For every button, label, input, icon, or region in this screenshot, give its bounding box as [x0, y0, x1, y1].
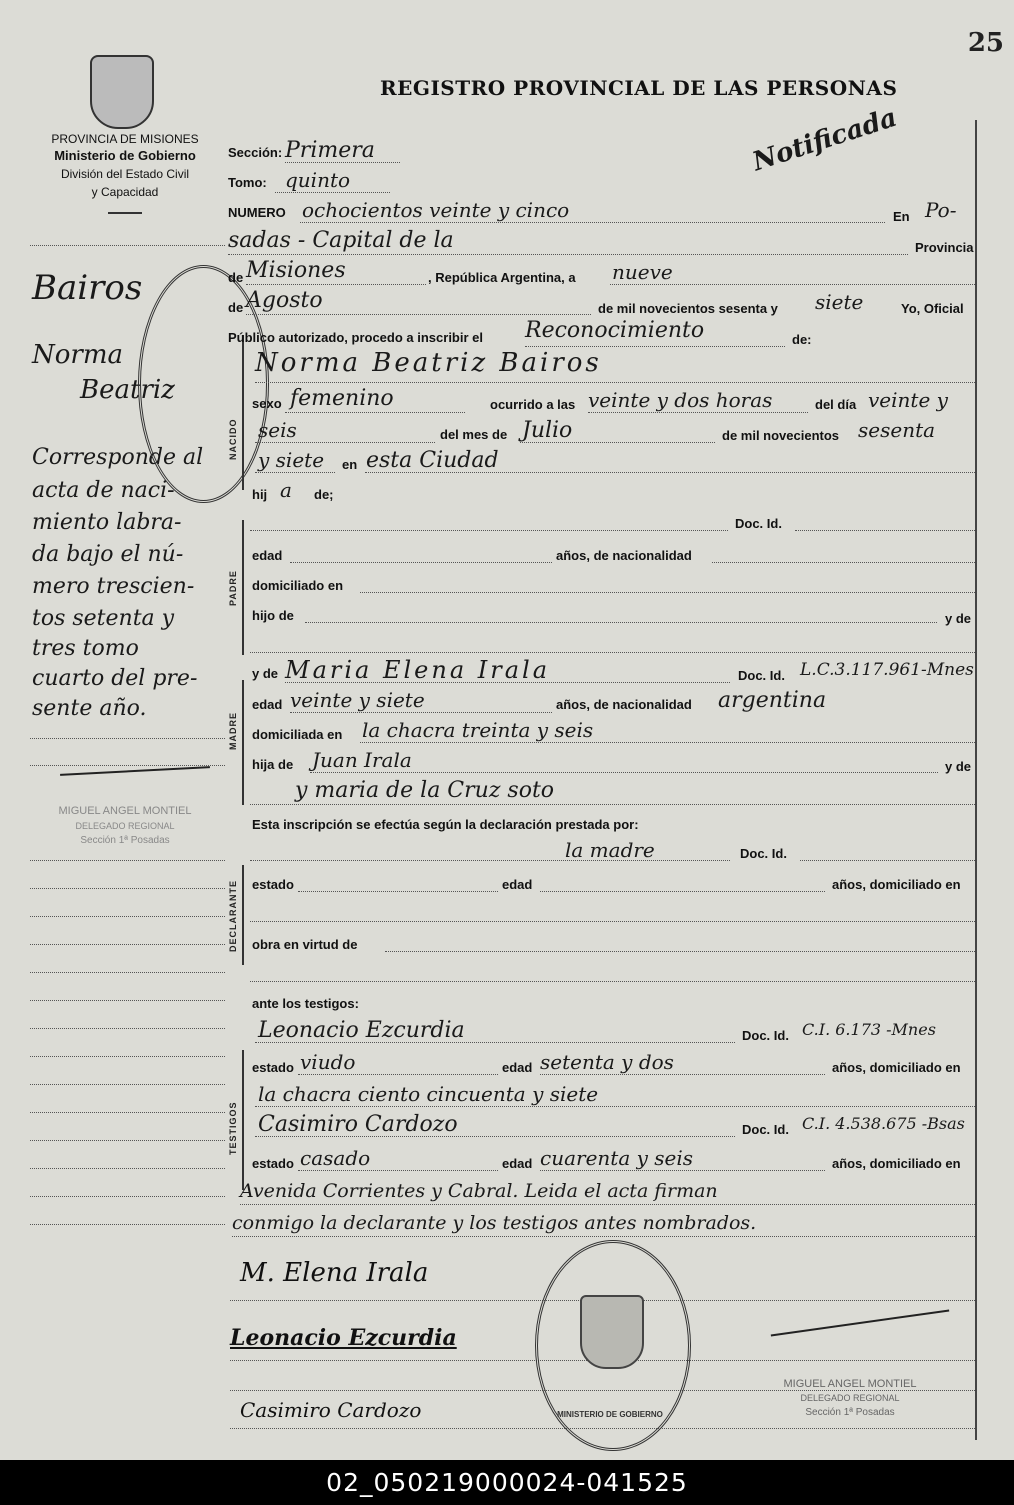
document-title: REGISTRO PROVINCIAL DE LAS PERSONAS: [380, 76, 898, 100]
tomo-value: quinto: [285, 168, 351, 192]
padre-docid-label: Doc. Id.: [735, 516, 782, 531]
testigo2-nombre: Casimiro Cardozo: [258, 1112, 458, 1137]
obra-label: obra en virtud de: [252, 937, 358, 952]
en-label: En: [893, 209, 910, 224]
signature-madre: M. Elena Irala: [240, 1258, 429, 1288]
provincia-label: Provincia: [915, 240, 974, 255]
margin-note-line: cuarto del pre-: [32, 666, 198, 691]
seccion-value: Primera: [285, 138, 375, 163]
signature-testigo1: Leonacio Ezcurdia: [230, 1325, 457, 1351]
sexo-value: femenino: [290, 386, 394, 411]
declarante-docid-label: Doc. Id.: [740, 846, 787, 861]
seccion-label: Sección:: [228, 145, 283, 160]
header-line-2: Ministerio de Gobierno: [54, 148, 196, 163]
numero-label: NUMERO: [228, 205, 286, 220]
madre-docid-label: Doc. Id.: [738, 668, 785, 683]
coat-of-arms-icon: [90, 55, 154, 129]
margin-note-line: mero trescien-: [32, 574, 195, 599]
closing-text: conmigo la declarante y los testigos antes nombrados.: [232, 1212, 757, 1234]
padre-hijode-label: hijo de: [252, 608, 294, 623]
place-part-b: sadas - Capital de la: [228, 228, 454, 253]
margin-name-2: Beatriz: [80, 375, 175, 405]
madre-yde-label: y de: [252, 666, 279, 681]
margin-note-line: sente año.: [32, 696, 147, 721]
testigo1-edad-label: edad: [502, 1060, 533, 1075]
madre-nac: argentina: [718, 688, 827, 713]
dia-nac-a: veinte y: [868, 388, 948, 412]
anio-value: siete: [815, 290, 864, 314]
de-label: de: [228, 270, 244, 285]
delmes-label: del mes de: [440, 427, 508, 442]
anio-nac-b: y siete: [258, 448, 325, 472]
margin-note-line: miento labra-: [32, 510, 182, 535]
deldia-label: del día: [815, 397, 857, 412]
madre-dom-label: domiciliada en: [252, 727, 343, 742]
hij-label: hij: [252, 487, 268, 502]
de4-label: de;: [314, 487, 334, 502]
madre-madre: y maria de la Cruz soto: [295, 778, 555, 803]
declarante-value: la madre: [565, 838, 655, 862]
left-stamp-line-2: DELEGADO REGIONAL: [75, 821, 175, 831]
page-number: 25: [967, 28, 1004, 58]
provincia-value: Misiones: [246, 258, 346, 283]
testigo2-estado: casado: [300, 1146, 371, 1170]
section-tab-madre: MADRE: [228, 712, 238, 750]
declaracion-label: Esta inscripción se efectúa según la declaración prestada por:: [252, 817, 639, 832]
lugar-nac-value: esta Ciudad: [366, 448, 499, 473]
hora-value: veinte y dos horas: [588, 388, 773, 412]
footer-id: 02_050219000024-041525: [0, 1460, 1014, 1505]
testigo2-dom: Avenida Corrientes y Cabral. Leida el acta firman: [240, 1180, 718, 1202]
right-stamp-line-3: Sección 1ª Posadas: [805, 1407, 895, 1418]
left-stamp-line-3: Sección 1ª Posadas: [80, 835, 170, 846]
seal-crest-icon: [580, 1295, 644, 1369]
right-stamp-line-1: MIGUEL ANGEL MONTIEL: [783, 1378, 917, 1390]
sexo-label: sexo: [252, 396, 282, 411]
left-stamp-line-1: MIGUEL ANGEL MONTIEL: [58, 805, 192, 817]
madre-yde-label-2: y de: [945, 759, 972, 774]
madre-edad-label: edad: [252, 697, 283, 712]
anio-nac-a: sesenta: [858, 418, 936, 442]
declarante-estado-label: estado: [252, 877, 294, 892]
signature-testigo2: Casimiro Cardozo: [240, 1398, 422, 1422]
margin-note-line: tres tomo: [32, 636, 139, 661]
padre-nac-label: años, de nacionalidad: [556, 548, 692, 563]
testigo2-edad: cuarenta y seis: [540, 1146, 694, 1170]
testigo1-edad: setenta y dos: [540, 1050, 674, 1074]
madre-nac-label: años, de nacionalidad: [556, 697, 692, 712]
republica-label: , República Argentina, a: [428, 270, 576, 285]
numero-value: ochocientos veinte y cinco: [302, 198, 570, 222]
mes-value: Agosto: [246, 288, 323, 313]
padre-dom-label: domiciliado en: [252, 578, 344, 593]
hij-value: a: [280, 478, 292, 502]
header-divider: [108, 212, 142, 214]
margin-note-line: Corresponde al: [32, 445, 204, 470]
mil-label: de mil novecientos sesenta y: [598, 301, 778, 316]
margin-name-1: Norma: [32, 340, 123, 370]
registrant-name: Norma Beatriz Bairos: [255, 348, 602, 378]
section-tab-nacido: NACIDO: [228, 418, 238, 460]
margin-note-line: acta de naci-: [32, 478, 175, 503]
notificada-annotation: Notificada: [749, 102, 901, 178]
tomo-label: Tomo:: [228, 175, 267, 190]
declarante-edad-label: edad: [502, 877, 533, 892]
section-tab-testigos: TESTIGOS: [228, 1101, 238, 1155]
dia-nac-b: seis: [258, 418, 297, 442]
testigo2-estado-label: estado: [252, 1156, 294, 1171]
margin-note-line: da bajo el nú-: [32, 542, 184, 567]
testigo2-doc: C.I. 4.538.675 -Bsas: [802, 1114, 965, 1133]
madre-edad: veinte y siete: [290, 688, 425, 712]
milnov-label: de mil novecientos: [722, 428, 840, 443]
right-stamp-line-2: DELEGADO REGIONAL: [800, 1393, 900, 1403]
dia-value: nueve: [612, 260, 673, 284]
padre-yde-label: y de: [945, 611, 972, 626]
header-line-1: PROVINCIA DE MISIONES: [51, 132, 199, 146]
madre-padre: Juan Irala: [312, 748, 412, 772]
testigo1-estado: viudo: [300, 1050, 356, 1074]
testigo2-edad-label: edad: [502, 1156, 533, 1171]
ante-label: ante los testigos:: [252, 996, 359, 1011]
madre-dom: la chacra treinta y seis: [362, 718, 594, 742]
place-part-a: Po-: [925, 198, 957, 222]
en2-label: en: [342, 457, 358, 472]
testigo1-dom-label: años, domiciliado en: [832, 1060, 961, 1075]
de3-label: de:: [792, 332, 812, 347]
testigo2-dom-label: años, domiciliado en: [832, 1156, 961, 1171]
declarante-dom-label: años, domiciliado en: [832, 877, 961, 892]
seal-text: MINISTERIO DE GOBIERNO: [557, 1410, 663, 1419]
section-tab-padre: PADRE: [228, 570, 238, 606]
ocurrido-label: ocurrido a las: [490, 397, 576, 412]
header-line-3: División del Estado Civil: [60, 167, 190, 181]
testigo2-docid-label: Doc. Id.: [742, 1122, 789, 1137]
madre-hijade-label: hija de: [252, 757, 294, 772]
publico-label: Público autorizado, procedo a inscribir el: [228, 330, 483, 345]
testigo1-docid-label: Doc. Id.: [742, 1028, 789, 1043]
section-tab-declarante: DECLARANTE: [228, 880, 238, 952]
padre-edad-label: edad: [252, 548, 283, 563]
testigo1-estado-label: estado: [252, 1060, 294, 1075]
acto-value: Reconocimiento: [525, 318, 705, 343]
margin-signature: [60, 766, 210, 776]
de2-label: de: [228, 300, 244, 315]
madre-nombre: Maria Elena Irala: [285, 656, 551, 684]
mes-nac-value: Julio: [522, 418, 573, 443]
official-signature: [771, 1309, 950, 1336]
madre-doc: L.C.3.117.961-Mnes: [800, 660, 974, 680]
margin-note-line: tos setenta y: [32, 606, 175, 631]
margin-surname: Bairos: [32, 268, 143, 308]
testigo1-doc: C.I. 6.173 -Mnes: [802, 1020, 936, 1039]
header-line-4: y Capacidad: [91, 185, 159, 199]
testigo1-nombre: Leonacio Ezcurdia: [258, 1018, 465, 1043]
oficial-label: Yo, Oficial: [901, 301, 964, 316]
testigo1-dom: la chacra ciento cincuenta y siete: [258, 1082, 599, 1106]
